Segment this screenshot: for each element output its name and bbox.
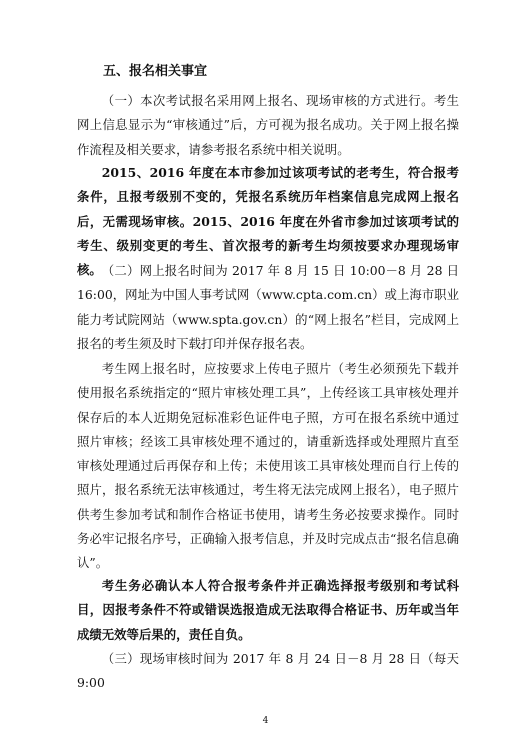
- paragraph-returning-candidates: 2015、2016 年度在本市参加过该项考试的老考生，符合报考条件，且报考级别不变的，凭报名系统历年档案信息完成网上报名后，无需现场审核。2015、2016 年度在外省市参加过该项考试的考生、级别变更的考生、首次报考的新考生均须按要求办理现场审核。: [77, 165, 459, 278]
- paragraph-eligibility-confirmation: 考生务必确认本人符合报考条件并正确选择报考级别和考试科目，因报考条件不符或错误选报造成无法取得合格证书、历年或当年成绩无效等后果的，责任自负。: [77, 578, 459, 642]
- paragraph-onsite-review-time: （三）现场审核时间为 2017 年 8 月 24 日－8 月 28 日（每天 9:00: [77, 651, 459, 691]
- paragraph-registration-method: （一）本次考试报名采用网上报名、现场审核的方式进行。考生网上信息显示为“审核通过”后，方可视为报名成功。关于网上报名操作流程及相关要求，请参考报名系统中相关说明。: [77, 93, 459, 157]
- paragraph-online-registration-time: （二）网上报名时间为 2017 年 8 月 15 日 10:00－8 月 28 日 16:00，网址为中国人事考试网（www.cpta.com.cn）或上海市职业能力考试院网站（www.spta.gov.cn）的“网上报名”栏目，完成网上报名的考生须及时下载打印并保存报名表。: [77, 263, 459, 351]
- section-heading: 五、报名相关事宜: [103, 64, 208, 79]
- page-number: 4: [262, 716, 269, 726]
- paragraph-photo-upload: 考生网上报名时，应按要求上传电子照片（考生必须预先下载并使用报名系统指定的“照片审核处理工具”，上传经该工具审核处理并保存后的本人近期免冠标准彩色证件电子照，方可在报名系统中通过照片审核；经该工具审核处理不通过的，请重新选择或处理照片直至审核处理通过后再保存和上传；未使用该工具审核处理而自行上传的照片，报名系统无法审核通过，考生将无法完成网上报名），电子照片供考生参加考试和制作合格证书使用，请考生务必按要求操作。同时务必牢记报名序号，正确输入报考信息，并及时完成点击“报名信息确认”。: [77, 361, 459, 571]
